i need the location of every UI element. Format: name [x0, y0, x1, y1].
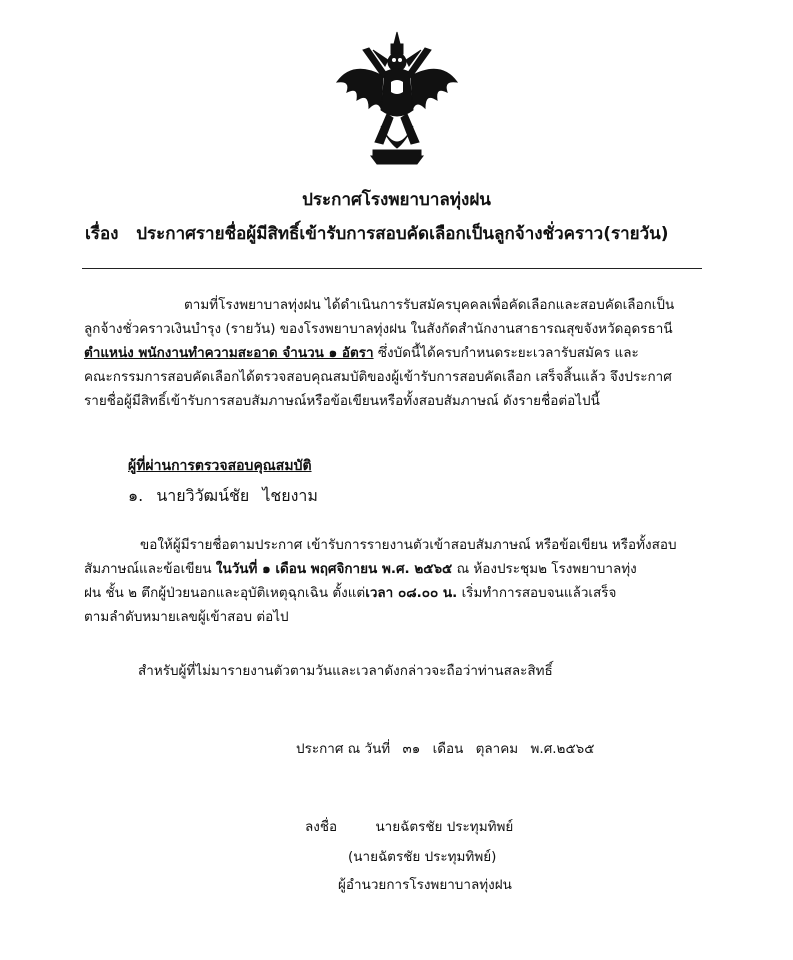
- intro-line-1: ตามที่โรงพยาบาลทุ่งฝน ได้ดำเนินการรับสมัครบุคคลเพื่อคัดเลือกและสอบคัดเลือกเป็น: [184, 297, 675, 313]
- instructions-line-3: [84, 581, 677, 605]
- signature-line: [305, 815, 513, 837]
- instructions-line-3-b: เริ่มทำการสอบจนแล้วเสร็จ: [457, 585, 617, 601]
- subject-text: ประกาศรายชื่อผู้มีสิทธิ์เข้ารับการสอบคัดเลือกเป็นลูกจ้างชั่วคราว(รายวัน): [136, 224, 669, 244]
- intro-line-3-rest: ซึ่งบัดนี้ได้ครบกำหนดระยะเวลารับสมัคร และ: [373, 345, 639, 361]
- item-number: ๑.: [128, 486, 144, 505]
- signer-position: ผู้อำนวยการโรงพยาบาลทุ่งฝน: [338, 877, 512, 893]
- candidate-surname: ไชยงาม: [262, 486, 318, 505]
- instructions-line-3-a: ฝน ชั้น ๒ ตึกผู้ป่วยนอกและอุบัติเหตุฉุกเฉิน ตั้งแต่: [84, 585, 366, 601]
- announcement-title: ประกาศโรงพยาบาลทุ่งฝน: [302, 190, 491, 210]
- instructions-paragraph: [84, 533, 677, 629]
- forfeit-notice: สำหรับผู้ที่ไม่มารายงานตัวตามวันและเวลาดังกล่าวจะถือว่าท่านสละสิทธิ์: [138, 663, 553, 679]
- date-year: พ.ศ.๒๕๖๕: [530, 741, 595, 757]
- exam-time: เวลา ๐๘.๐๐ น.: [365, 585, 458, 601]
- qualified-heading: ผู้ที่ผ่านการตรวจสอบคุณสมบัติ: [128, 458, 312, 474]
- announcement-subject: [85, 220, 765, 247]
- instructions-line-2-b: ณ ห้องประชุม๒ โรงพยาบาลทุ่ง: [452, 561, 637, 577]
- date-month: ตุลาคม: [475, 741, 519, 757]
- signature-label: ลงชื่อ: [305, 819, 338, 835]
- signer-name: นายฉัตรชัย ประทุมทิพย์: [375, 819, 514, 835]
- intro-line-2: ลูกจ้างชั่วคราวเงินบำรุง (รายวัน) ของโรงพยาบาลทุ่งฝน ในสังกัดสำนักงานสาธารณสุขจังหวัดอุดรธานี: [84, 321, 673, 337]
- qualified-list-item: [128, 484, 326, 509]
- exam-date: ในวันที่ ๑ เดือน พฤศจิกายน พ.ศ. ๒๕๖๕: [215, 561, 453, 577]
- intro-line-5: รายชื่อผู้มีสิทธิ์เข้ารับการสอบสัมภาษณ์หรือข้อเขียนหรือทั้งสอบสัมภาษณ์ ดังรายชื่อต่อไปนี้: [84, 393, 600, 409]
- garuda-emblem-icon: [333, 30, 461, 168]
- position-highlight: ตำแหน่ง พนักงานทำความสะอาด จำนวน ๑ อัตรา: [84, 345, 374, 361]
- signer-name-parenthesized: (นายฉัตรชัย ประทุมทิพย์): [348, 849, 497, 865]
- subject-label: เรื่อง: [85, 224, 119, 244]
- instructions-line-4: ตามลำดับหมายเลขผู้เข้าสอบ ต่อไป: [84, 609, 289, 625]
- instructions-line-2-a: สัมภาษณ์และข้อเขียน: [84, 561, 216, 577]
- intro-line-4: คณะกรรมการสอบคัดเลือกได้ตรวจสอบคุณสมบัติของผู้เข้ารับการสอบคัดเลือก เสร็จสิ้นแล้ว จึงประกาศ: [84, 369, 672, 385]
- announcement-date: [296, 737, 602, 759]
- date-prefix: ประกาศ ณ วันที่: [296, 741, 391, 757]
- candidate-name: นายวิวัฒน์ชัย: [156, 486, 250, 505]
- instructions-line-1: ขอให้ผู้มีรายชื่อตามประกาศ เข้ารับการรายงานตัวเข้าสอบสัมภาษณ์ หรือข้อเขียน หรือทั้งสอบ: [140, 537, 677, 553]
- header-divider: [82, 268, 702, 269]
- instructions-line-2: [84, 557, 677, 581]
- date-month-label: เดือน: [432, 741, 464, 757]
- intro-line-3: [84, 341, 674, 365]
- intro-paragraph: [84, 293, 674, 413]
- date-day: ๓๑: [402, 741, 421, 757]
